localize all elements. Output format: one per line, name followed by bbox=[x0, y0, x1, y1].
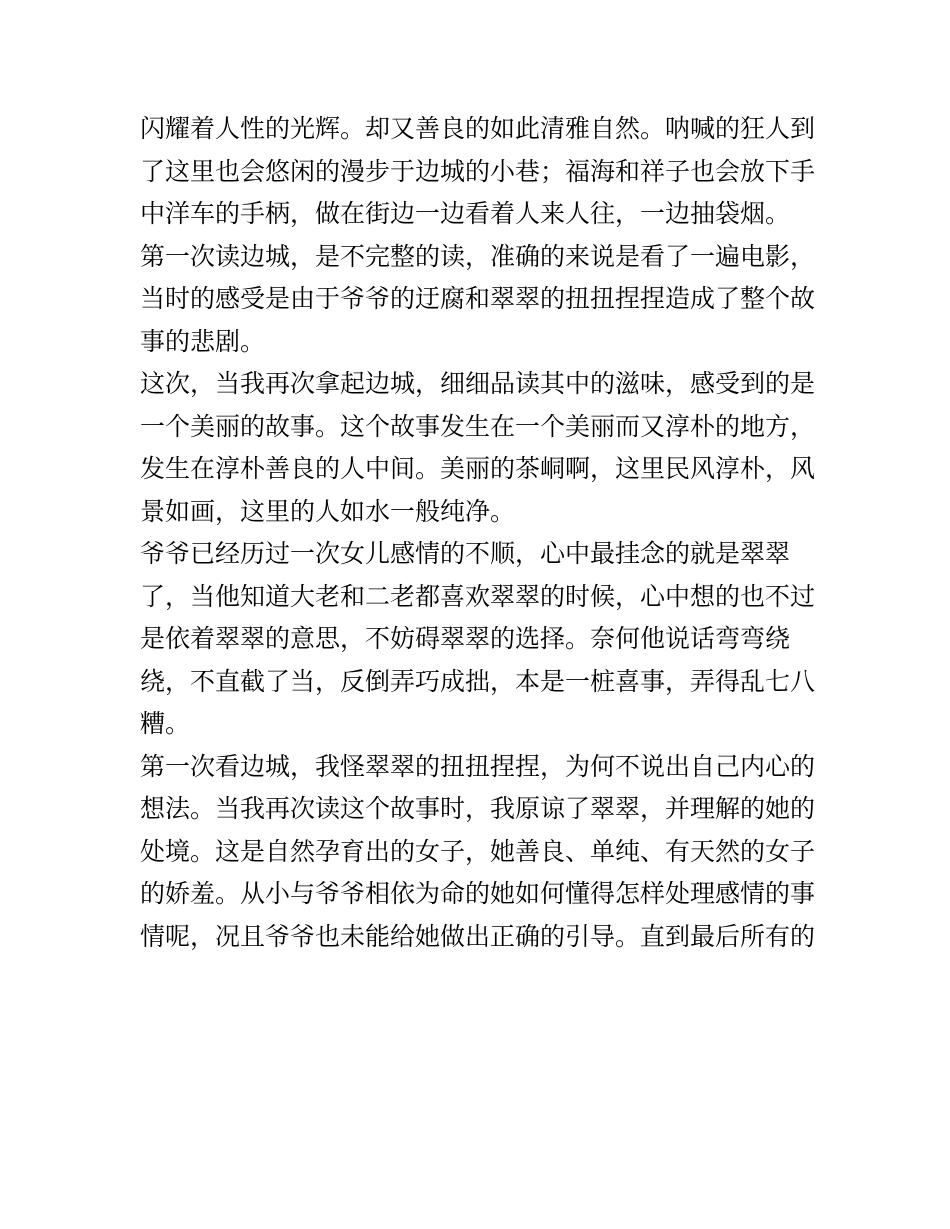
text-line: 中洋车的手柄，做在街边一边看着人来人往，一边抽袋烟。 bbox=[140, 199, 791, 228]
text-line: 第一次看边城，我怪翠翠的扭扭捏捏，为何不说出自己内心的 bbox=[140, 751, 816, 781]
text-line: 一个美丽的故事。这个故事发生在一个美丽而又淳朴的地方， bbox=[140, 411, 816, 441]
text-line: 了，当他知道大老和二老都喜欢翠翠的时候，心中想的也不过 bbox=[140, 581, 816, 611]
text-line: 发生在淳朴善良的人中间。美丽的茶峒啊，这里民风淳朴，风 bbox=[140, 454, 816, 483]
text-line: 处境。这是自然孕育出的女子，她善良、单纯、有天然的女子 bbox=[140, 836, 816, 866]
text-line: 这次，当我再次拿起边城，细细品读其中的滋味，感受到的是 bbox=[140, 369, 816, 398]
text-line: 当时的感受是由于爷爷的迂腐和翠翠的扭扭捏捏造成了整个故 bbox=[140, 284, 816, 313]
text-line: 是依着翠翠的意思，不妨碍翠翠的选择。奈何他说话弯弯绕 bbox=[140, 624, 791, 653]
text-line: 爷爷已经历过一次女儿感情的不顺，心中最挂念的就是翠翠 bbox=[140, 539, 791, 568]
text-line: 事的悲剧。 bbox=[140, 326, 266, 356]
text-line: 的娇羞。从小与爷爷相依为命的她如何懂得怎样处理感情的事 bbox=[140, 879, 816, 908]
text-line: 了这里也会悠闲的漫步于边城的小巷；福海和祥子也会放下手 bbox=[140, 156, 816, 186]
text-line: 闪耀着人性的光辉。却又善良的如此清雅自然。呐喊的狂人到 bbox=[140, 114, 816, 143]
text-line: 第一次读边城，是不完整的读，准确的来说是看了一遍电影， bbox=[140, 241, 816, 271]
text-line: 想法。当我再次读这个故事时，我原谅了翠翠，并理解的她的 bbox=[140, 794, 816, 823]
document-body bbox=[140, 108, 820, 958]
text-line: 绕，不直截了当，反倒弄巧成拙，本是一桩喜事，弄得乱七八 bbox=[140, 666, 816, 696]
text-line: 情呢，况且爷爷也未能给她做出正确的引导。直到最后所有的 bbox=[140, 921, 816, 951]
text-line: 糟。 bbox=[140, 709, 191, 738]
text-line: 景如画，这里的人如水一般纯净。 bbox=[140, 496, 516, 526]
